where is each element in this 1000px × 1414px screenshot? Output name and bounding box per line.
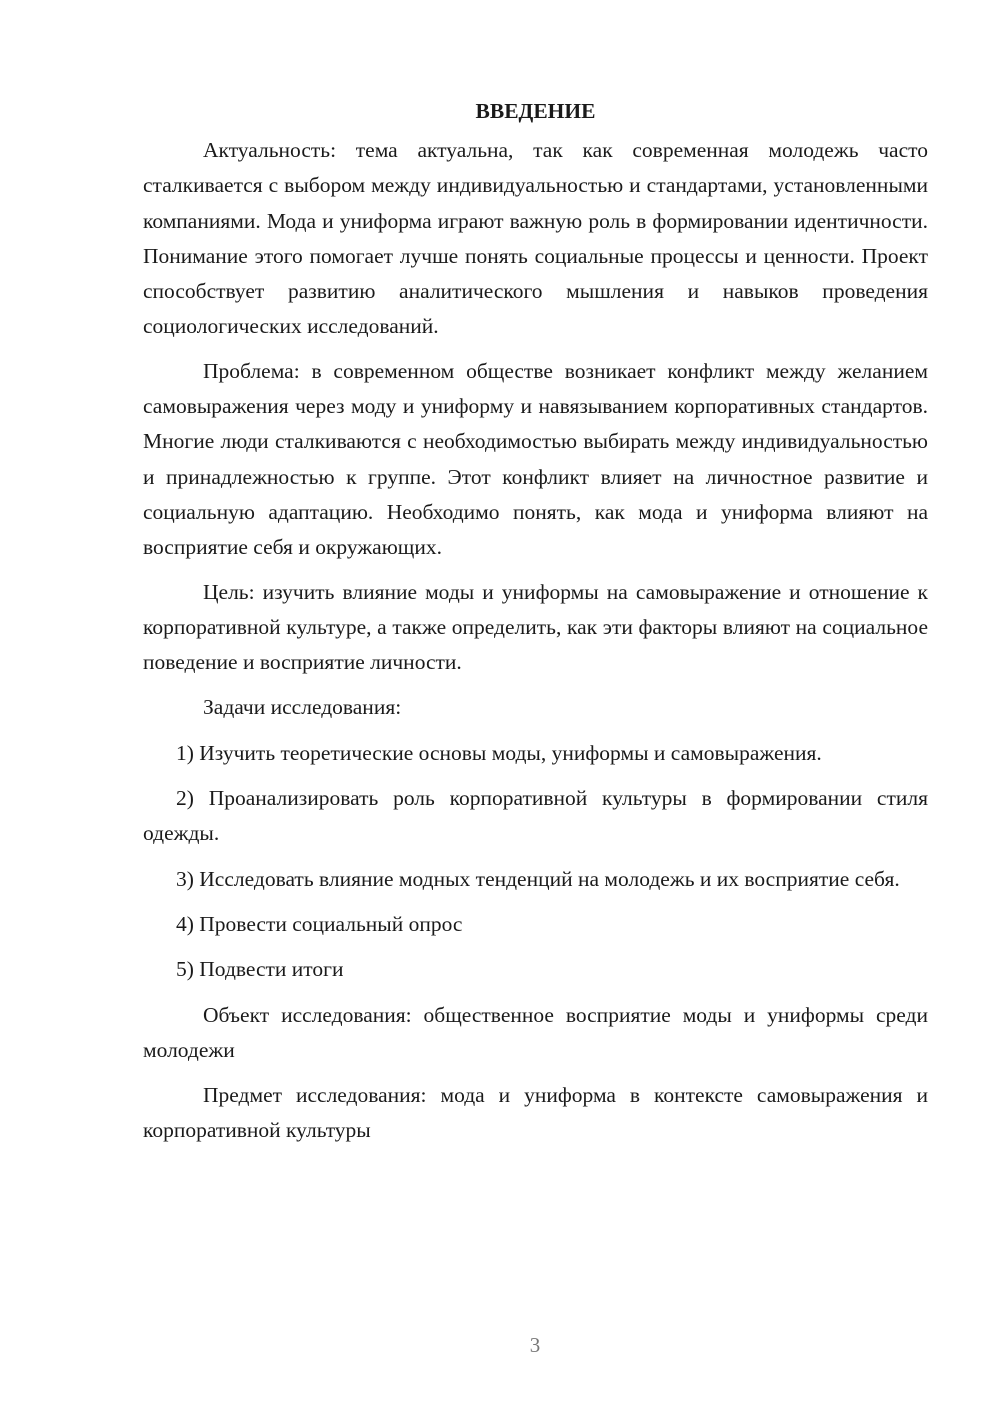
list-item: 5) Подвести итоги [176, 957, 344, 982]
list-item: 1) Изучить теоретические основы моды, униформы и самовыражения. [176, 740, 822, 765]
document-page [143, 96, 928, 1149]
list-item: 3) Исследовать влияние модных тенденций на молодежь и их восприятие себя. [176, 866, 900, 891]
page-title: ВВЕДЕНИЕ [475, 99, 596, 123]
object-paragraph: Объект исследования: общественное восприятие моды и униформы среди молодежи [143, 1002, 928, 1062]
goal-paragraph: Цель: изучить влияние моды и униформы на самовыражение и отношение к корпоративной культуре, а также определить, как эти факторы влияют на социальное поведение и восприятие личности. [143, 579, 928, 675]
list-item: 2) Проанализировать роль корпоративной культуры в формировании стиля одежды. [143, 786, 928, 846]
tasks-heading: Задачи исследования: [203, 695, 402, 720]
list-item: 4) Провести социальный опрос [176, 911, 463, 936]
problem-paragraph: Проблема: в современном обществе возникает конфликт между желанием самовыражения через моду и униформу и навязыванием корпоративных стандартов. Многие люди сталкиваются с необходимостью выбирать между индивидуальностью и принадлежностью к группе. Этот конфликт влияет на личностное развитие и социальную адаптацию. Необходимо понять, как мода и униформа влияют на восприятие себя и окружающих. [143, 358, 928, 560]
relevance-paragraph: Актуальность: тема актуальна, так как современная молодежь часто сталкивается с выбором между индивидуальностью и стандартами, установленными компаниями. Мода и униформа играют важную роль в формировании идентичности. Понимание этого помогает лучше понять социальные процессы и ценности. Проект способствует развитию аналитического мышления и навыков проведения социологических исследований. [143, 138, 928, 339]
page-number: 3 [529, 1333, 541, 1357]
subject-paragraph: Предмет исследования: мода и униформа в контексте самовыражения и корпоративной культуры [143, 1083, 928, 1143]
